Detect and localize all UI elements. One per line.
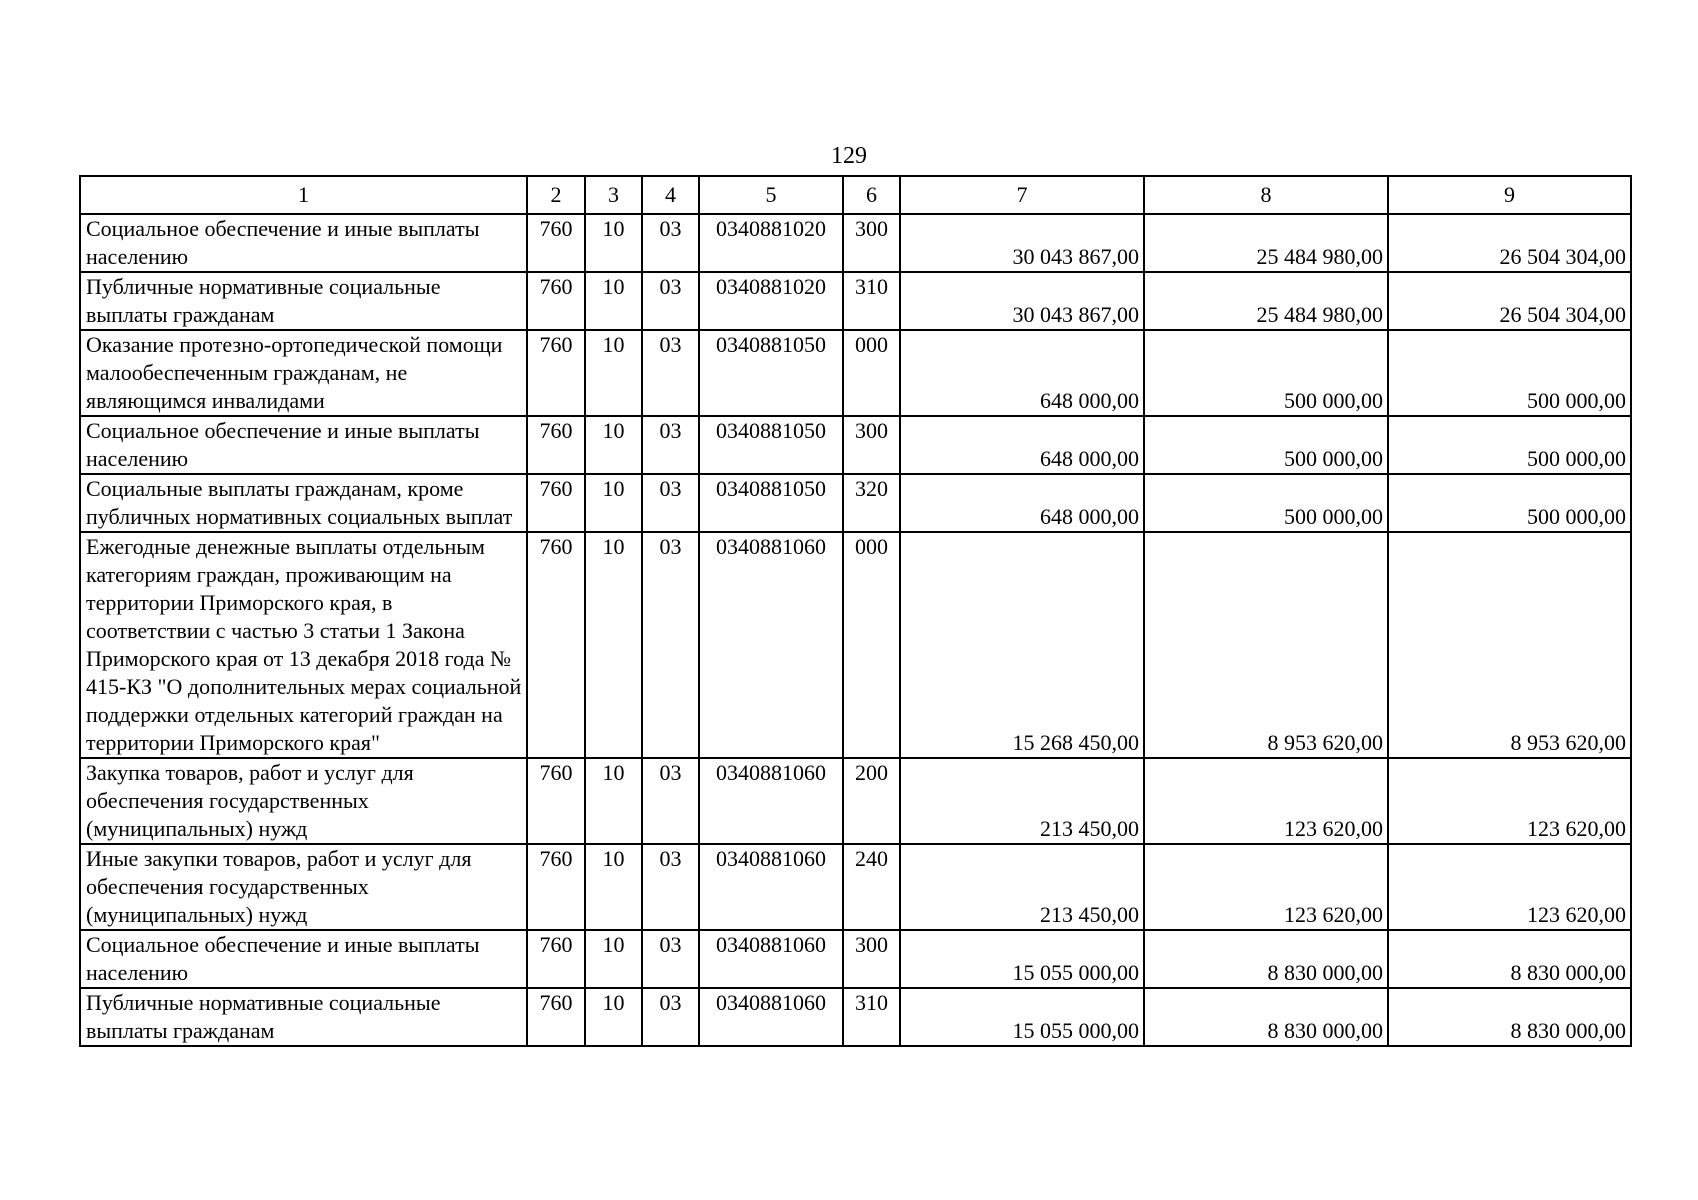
row-code-3: 10 (585, 532, 642, 758)
row-amount-8: 500 000,00 (1144, 416, 1388, 474)
row-amount-7: 648 000,00 (900, 474, 1144, 532)
row-amount-8: 8 830 000,00 (1144, 930, 1388, 988)
row-name: Социальное обеспечение и иные выплаты населению (80, 930, 527, 988)
row-amount-7: 648 000,00 (900, 416, 1144, 474)
row-amount-7: 213 450,00 (900, 758, 1144, 844)
row-code-5: 0340881060 (699, 758, 843, 844)
row-code-4: 03 (642, 988, 699, 1046)
row-amount-8: 500 000,00 (1144, 474, 1388, 532)
row-name: Ежегодные денежные выплаты отдельным категориям граждан, проживающим на территории Приморского края, в соответствии с частью 3 статьи 1 Закона Приморского края от 13 декабря 2018 года № 415-КЗ "О дополнительных мерах социальной поддержки отдельных категорий граждан на территории Приморского края" (80, 532, 527, 758)
row-amount-8: 123 620,00 (1144, 758, 1388, 844)
budget-table (79, 175, 1632, 1047)
row-code-2: 760 (527, 988, 585, 1046)
row-name: Социальные выплаты гражданам, кроме публичных нормативных социальных выплат (80, 474, 527, 532)
row-amount-9: 123 620,00 (1388, 844, 1631, 930)
row-code-3: 10 (585, 758, 642, 844)
row-code-6: 300 (843, 930, 900, 988)
row-code-4: 03 (642, 214, 699, 272)
row-amount-9: 8 830 000,00 (1388, 930, 1631, 988)
row-code-3: 10 (585, 844, 642, 930)
row-code-4: 03 (642, 474, 699, 532)
column-header-7: 7 (900, 176, 1144, 214)
row-code-5: 0340881060 (699, 844, 843, 930)
row-code-2: 760 (527, 532, 585, 758)
row-amount-9: 26 504 304,00 (1388, 272, 1631, 330)
row-code-3: 10 (585, 930, 642, 988)
row-code-2: 760 (527, 416, 585, 474)
row-amount-7: 15 055 000,00 (900, 988, 1144, 1046)
row-code-6: 320 (843, 474, 900, 532)
row-code-3: 10 (585, 474, 642, 532)
row-code-2: 760 (527, 844, 585, 930)
row-code-4: 03 (642, 416, 699, 474)
row-name: Социальное обеспечение и иные выплаты населению (80, 416, 527, 474)
row-code-6: 310 (843, 272, 900, 330)
row-amount-9: 500 000,00 (1388, 330, 1631, 416)
row-code-4: 03 (642, 330, 699, 416)
table-row (80, 844, 1631, 930)
row-code-3: 10 (585, 214, 642, 272)
row-name: Публичные нормативные социальные выплаты гражданам (80, 988, 527, 1046)
row-code-5: 0340881020 (699, 272, 843, 330)
row-amount-8: 123 620,00 (1144, 844, 1388, 930)
row-name: Публичные нормативные социальные выплаты гражданам (80, 272, 527, 330)
row-amount-9: 123 620,00 (1388, 758, 1631, 844)
page-number: 129 (831, 143, 867, 169)
row-amount-7: 213 450,00 (900, 844, 1144, 930)
column-header-8: 8 (1144, 176, 1388, 214)
row-code-2: 760 (527, 330, 585, 416)
row-name: Иные закупки товаров, работ и услуг для обеспечения государственных (муниципальных) нужд (80, 844, 527, 930)
row-code-2: 760 (527, 930, 585, 988)
row-code-6: 000 (843, 532, 900, 758)
row-code-6: 310 (843, 988, 900, 1046)
row-code-4: 03 (642, 844, 699, 930)
header-row (80, 176, 1631, 214)
table-row (80, 532, 1631, 758)
row-code-3: 10 (585, 416, 642, 474)
row-amount-9: 500 000,00 (1388, 416, 1631, 474)
row-code-3: 10 (585, 988, 642, 1046)
table-row (80, 330, 1631, 416)
row-amount-9: 500 000,00 (1388, 474, 1631, 532)
table-body (80, 214, 1631, 1046)
row-code-2: 760 (527, 214, 585, 272)
row-code-5: 0340881050 (699, 416, 843, 474)
row-code-5: 0340881060 (699, 532, 843, 758)
row-code-5: 0340881020 (699, 214, 843, 272)
table-row (80, 416, 1631, 474)
table-row (80, 474, 1631, 532)
row-code-4: 03 (642, 758, 699, 844)
row-code-2: 760 (527, 272, 585, 330)
row-code-2: 760 (527, 758, 585, 844)
table-row (80, 272, 1631, 330)
row-code-3: 10 (585, 330, 642, 416)
row-code-4: 03 (642, 930, 699, 988)
row-name: Закупка товаров, работ и услуг для обеспечения государственных (муниципальных) нужд (80, 758, 527, 844)
row-amount-8: 25 484 980,00 (1144, 214, 1388, 272)
column-header-3: 3 (585, 176, 642, 214)
row-amount-8: 8 830 000,00 (1144, 988, 1388, 1046)
row-code-6: 200 (843, 758, 900, 844)
row-code-6: 300 (843, 416, 900, 474)
row-code-5: 0340881050 (699, 474, 843, 532)
row-amount-7: 30 043 867,00 (900, 272, 1144, 330)
row-amount-9: 26 504 304,00 (1388, 214, 1631, 272)
column-header-6: 6 (843, 176, 900, 214)
row-code-2: 760 (527, 474, 585, 532)
row-amount-9: 8 953 620,00 (1388, 532, 1631, 758)
row-code-4: 03 (642, 272, 699, 330)
table-row (80, 758, 1631, 844)
row-code-3: 10 (585, 272, 642, 330)
table-row (80, 930, 1631, 988)
column-header-5: 5 (699, 176, 843, 214)
column-header-1: 1 (80, 176, 527, 214)
row-amount-7: 15 055 000,00 (900, 930, 1144, 988)
row-amount-8: 8 953 620,00 (1144, 532, 1388, 758)
column-header-2: 2 (527, 176, 585, 214)
column-header-9: 9 (1388, 176, 1631, 214)
row-name: Оказание протезно-ортопедической помощи малообеспеченным гражданам, не являющимся инвалидами (80, 330, 527, 416)
row-code-4: 03 (642, 532, 699, 758)
row-code-6: 000 (843, 330, 900, 416)
row-code-5: 0340881060 (699, 988, 843, 1046)
table-row (80, 214, 1631, 272)
row-code-6: 240 (843, 844, 900, 930)
row-code-6: 300 (843, 214, 900, 272)
row-amount-9: 8 830 000,00 (1388, 988, 1631, 1046)
row-code-5: 0340881060 (699, 930, 843, 988)
table-header (80, 176, 1631, 214)
row-amount-8: 25 484 980,00 (1144, 272, 1388, 330)
table-row (80, 988, 1631, 1046)
row-amount-8: 500 000,00 (1144, 330, 1388, 416)
row-amount-7: 648 000,00 (900, 330, 1144, 416)
row-name: Социальное обеспечение и иные выплаты населению (80, 214, 527, 272)
row-amount-7: 15 268 450,00 (900, 532, 1144, 758)
row-amount-7: 30 043 867,00 (900, 214, 1144, 272)
column-header-4: 4 (642, 176, 699, 214)
row-code-5: 0340881050 (699, 330, 843, 416)
